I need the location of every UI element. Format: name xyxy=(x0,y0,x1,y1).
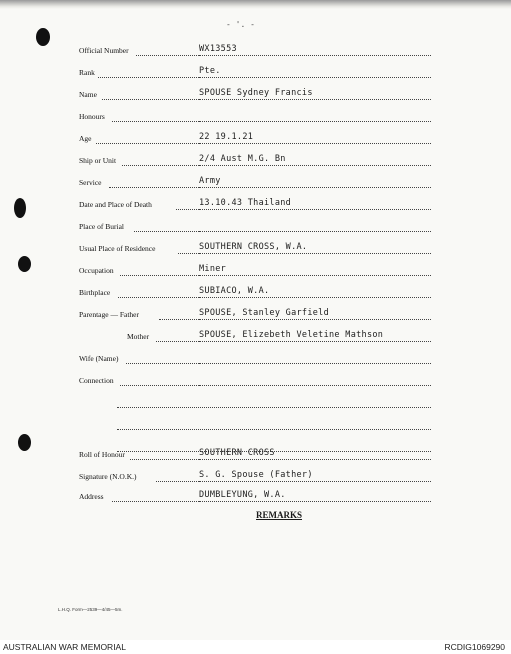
dotted-line xyxy=(199,384,431,386)
field-label: Honours xyxy=(79,112,105,121)
scan-edge xyxy=(0,0,511,9)
field-value: Pte. xyxy=(199,66,221,76)
dotted-leader xyxy=(122,164,199,166)
field-birthplace xyxy=(0,286,511,300)
field-label: Parentage — Father xyxy=(79,310,139,319)
field-label: Place of Burial xyxy=(79,222,124,231)
field-label: Wife (Name) xyxy=(79,354,119,363)
dotted-line xyxy=(199,98,431,100)
field-value: SPOUSE, Stanley Garfield xyxy=(199,308,330,318)
field-label: Ship or Unit xyxy=(79,156,117,165)
field-value: S. G. Spouse (Father) xyxy=(199,470,313,480)
dotted-line xyxy=(199,458,431,460)
top-mark: - '. - xyxy=(226,20,255,29)
dotted-line xyxy=(199,318,431,320)
dotted-leader xyxy=(109,186,199,188)
dotted-line xyxy=(199,252,431,254)
field-roll-of-honour xyxy=(0,448,511,462)
field-value: 13.10.43 Thailand xyxy=(199,198,292,208)
field-value: Miner xyxy=(199,264,227,274)
field-label: Usual Place of Residence xyxy=(79,244,156,253)
field-service xyxy=(0,176,511,190)
field-date-place-death xyxy=(0,198,511,212)
dotted-leader xyxy=(178,252,199,254)
field-label: Roll of Honour xyxy=(79,450,125,459)
field-connection-line xyxy=(0,418,511,432)
field-wife-name xyxy=(0,352,511,366)
remarks-heading: REMARKS xyxy=(256,510,303,520)
field-value: 2/4 Aust M.G. Bn xyxy=(199,154,286,164)
field-value: SPOUSE, Elizebeth Veletine Mathson xyxy=(199,330,384,340)
field-occupation xyxy=(0,264,511,278)
dotted-leader xyxy=(134,230,199,232)
dotted-line xyxy=(199,296,431,298)
dotted-line xyxy=(117,406,431,408)
dotted-leader xyxy=(120,384,199,386)
dotted-leader xyxy=(120,274,199,276)
dotted-line xyxy=(199,54,431,56)
dotted-leader xyxy=(112,500,199,502)
field-value: SPOUSE Sydney Francis xyxy=(199,88,313,98)
field-place-of-burial xyxy=(0,220,511,234)
field-value: SOUTHERN CROSS xyxy=(199,448,275,458)
field-label: Connection xyxy=(79,376,114,385)
dotted-line xyxy=(199,76,431,78)
dotted-line xyxy=(199,500,431,502)
dotted-line xyxy=(199,480,431,482)
dotted-leader xyxy=(130,458,199,460)
field-label: Service xyxy=(79,178,102,187)
dotted-line xyxy=(199,362,431,364)
dotted-leader xyxy=(159,318,199,320)
field-label: Address xyxy=(79,492,104,501)
field-value: SOUTHERN CROSS, W.A. xyxy=(199,242,308,252)
field-label: Rank xyxy=(79,68,95,77)
dotted-line xyxy=(199,208,431,210)
field-label: Signature (N.O.K.) xyxy=(79,472,137,481)
dotted-leader xyxy=(96,142,199,144)
dotted-leader xyxy=(156,480,199,482)
dotted-leader xyxy=(98,76,199,78)
field-label: Age xyxy=(79,134,92,143)
field-age xyxy=(0,132,511,146)
field-label: Date and Place of Death xyxy=(79,200,152,209)
field-connection-line xyxy=(0,396,511,410)
field-connection xyxy=(0,374,511,388)
field-label: Mother xyxy=(127,332,150,341)
dotted-line xyxy=(199,142,431,144)
field-name xyxy=(0,88,511,102)
field-rank xyxy=(0,66,511,80)
field-signature-nok xyxy=(0,470,511,484)
dotted-line xyxy=(199,164,431,166)
footer-reference-id: RCDIG1069290 xyxy=(444,642,505,652)
dotted-line xyxy=(117,428,431,430)
dotted-leader xyxy=(102,98,199,100)
field-honours xyxy=(0,110,511,124)
dotted-leader xyxy=(156,340,199,342)
field-value: WX13553 xyxy=(199,44,237,54)
dotted-leader xyxy=(136,54,199,56)
field-official-number xyxy=(0,44,511,58)
field-parentage-father xyxy=(0,308,511,322)
field-value: DUMBLEYUNG, W.A. xyxy=(199,490,286,500)
form-reference: L.H.Q. Form—2539—4/45—5m. xyxy=(58,607,123,612)
dotted-leader xyxy=(126,362,199,364)
field-label: Occupation xyxy=(79,266,114,275)
field-label: Official Number xyxy=(79,46,129,55)
dotted-line xyxy=(199,230,431,232)
field-value: 22 19.1.21 xyxy=(199,132,254,142)
dotted-leader xyxy=(112,120,199,122)
field-address xyxy=(0,490,511,504)
dotted-leader xyxy=(118,296,199,298)
field-value: Army xyxy=(199,176,221,186)
field-label: Name xyxy=(79,90,97,99)
dotted-line xyxy=(199,186,431,188)
field-value: SUBIACO, W.A. xyxy=(199,286,270,296)
field-label: Birthplace xyxy=(79,288,111,297)
field-parentage-mother xyxy=(0,330,511,344)
field-ship-or-unit xyxy=(0,154,511,168)
field-residence xyxy=(0,242,511,256)
archive-footer xyxy=(0,640,511,654)
dotted-line xyxy=(199,274,431,276)
dotted-line xyxy=(199,120,431,122)
footer-institution: AUSTRALIAN WAR MEMORIAL xyxy=(3,642,126,652)
dotted-leader xyxy=(176,208,199,210)
dotted-line xyxy=(199,340,431,342)
